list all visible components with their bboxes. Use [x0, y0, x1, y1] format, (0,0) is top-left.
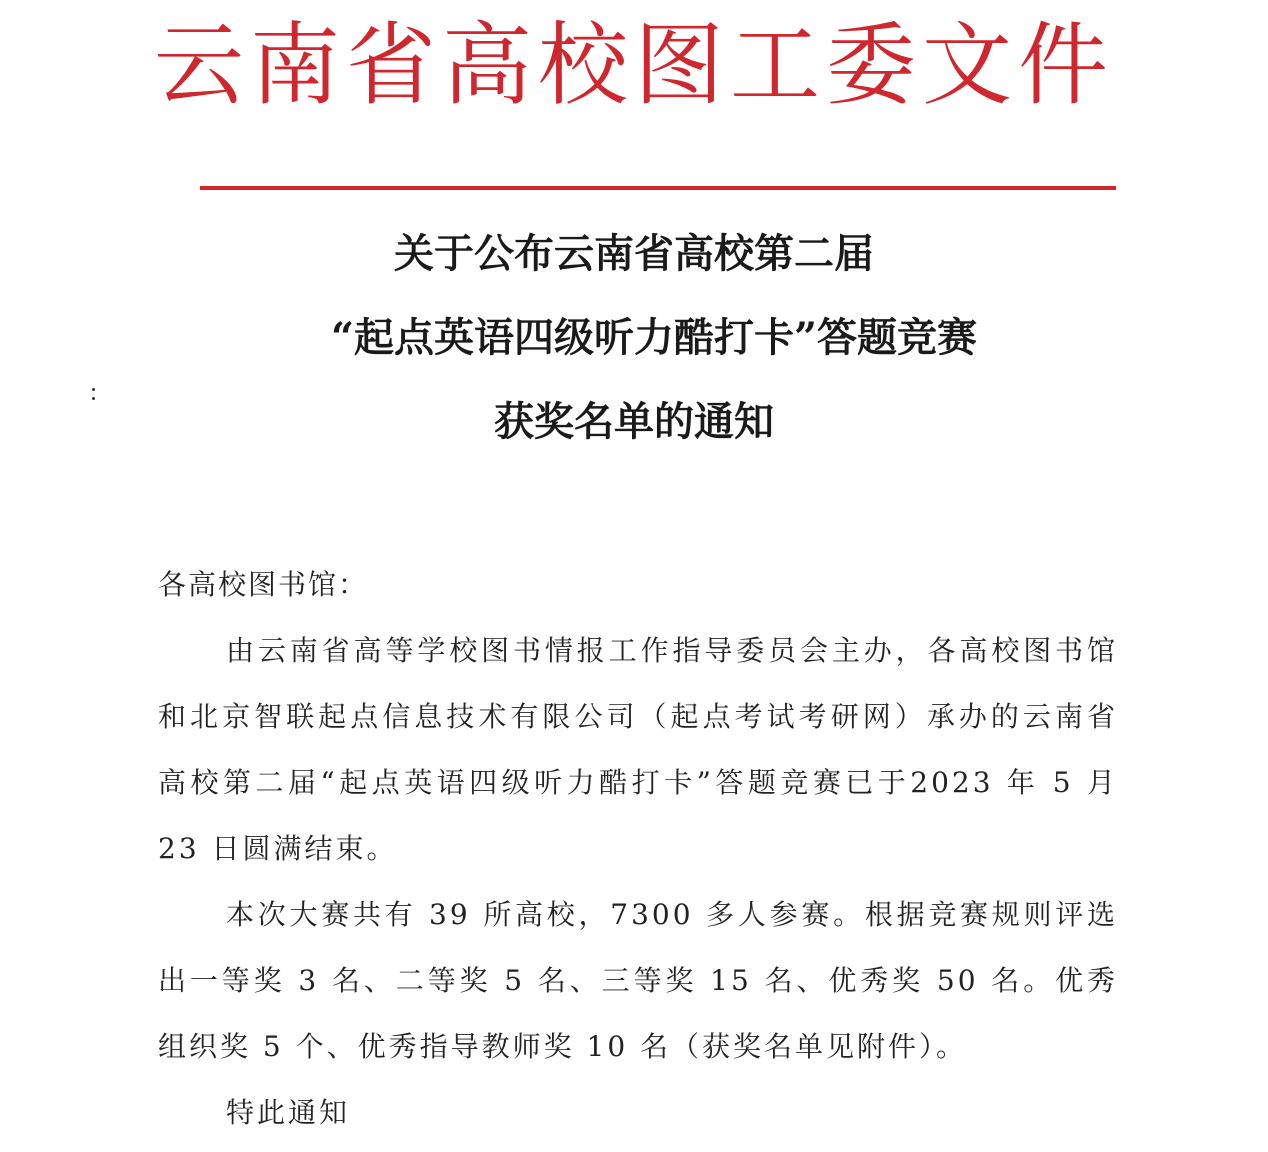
- salutation: 各高校图书馆：: [158, 568, 369, 601]
- notice-title-line-3: 获奖名单的通知: [494, 398, 774, 445]
- notice-body: [158, 552, 1118, 1146]
- paragraph-closing: 特此通知: [226, 1096, 351, 1129]
- notice-title-line-1: 关于公布云南省高校第二届: [394, 230, 874, 277]
- document-header-title: 云南省高校图工委文件: [154, 13, 1114, 118]
- notice-title-line-2: “起点英语四级听力酷打卡”答题竞赛: [330, 314, 977, 361]
- paragraph-results: 本次大赛共有 39 所高校，7300 多人参赛。根据竞赛规则评选出一等奖 3 名、二等奖 5 名、三等奖 15 名、优秀奖 50 名。优秀组织奖 5 个、优秀指导教师奖 10 名（获奖名单见附件）。: [158, 898, 1118, 1063]
- notice-title: [0, 212, 1268, 464]
- red-header-rule: [200, 186, 1116, 190]
- paragraph-organizers: 由云南省高等学校图书情报工作指导委员会主办，各高校图书馆和北京智联起点信息技术有限公司（起点考试考研网）承办的云南省高校第二届“起点英语四级听力酷打卡”答题竞赛已于2023 年 5 月 23 日圆满结束。: [158, 634, 1118, 865]
